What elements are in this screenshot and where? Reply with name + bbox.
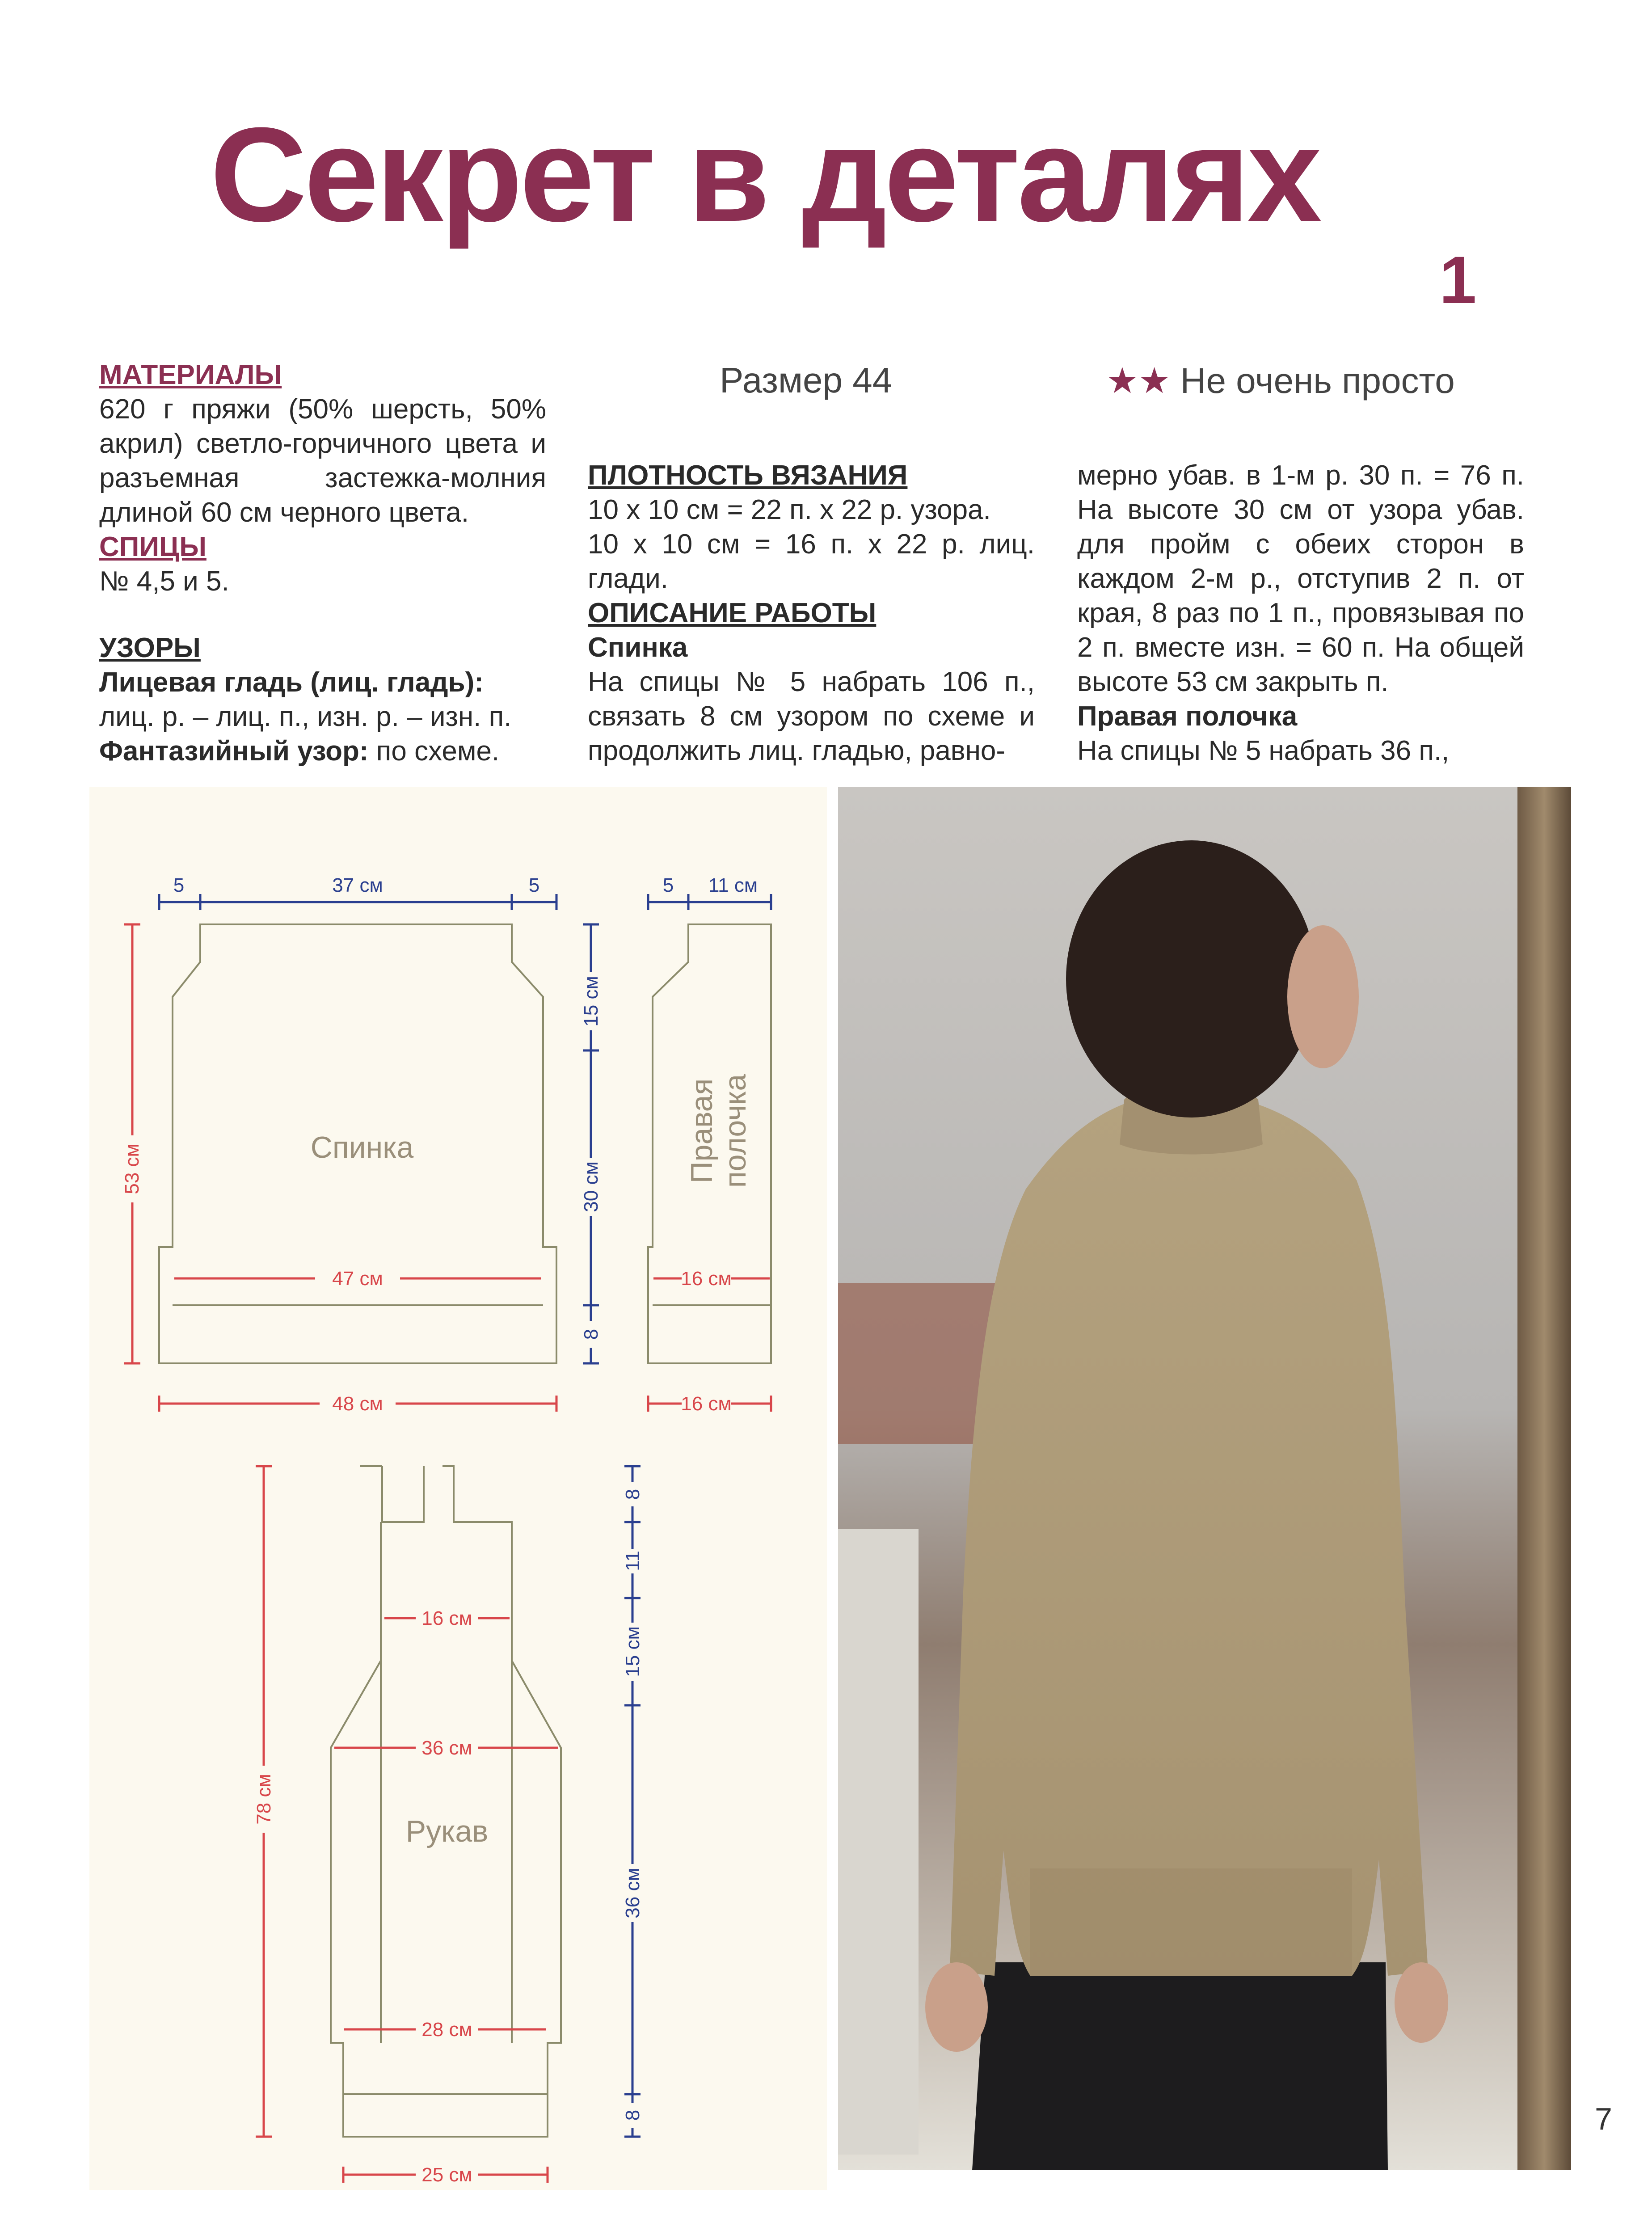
front-height-3-label: 8: [580, 1328, 602, 1340]
patterns-heading: УЗОРЫ: [99, 633, 201, 663]
sleeve-h4-label: 36 см: [622, 1868, 644, 1919]
back-text-part-1: На спицы № 5 набрать 106 п., связать 8 см узором по схеме и продолжить лиц. гладью, равно-: [588, 666, 1035, 766]
gauge-heading: ПЛОТНОСТЬ ВЯЗАНИЯ: [588, 460, 908, 491]
back-heading: Спинка: [588, 632, 688, 663]
stockinette-entry: [99, 665, 546, 734]
stockinette-label: Лицевая гладь (лиц. гладь):: [99, 667, 484, 698]
front-height-1-label: 15 см: [580, 976, 602, 1027]
sleeve-bottom-width-label: 25 см: [421, 2164, 472, 2186]
front-inner-width-label: 16 см: [681, 1268, 732, 1290]
size-label: Размер 44: [720, 360, 893, 400]
difficulty-text: Не очень просто: [1180, 361, 1455, 401]
column-gauge: [588, 458, 1035, 768]
difficulty-rating: [1106, 360, 1455, 401]
stockinette-text: лиц. р. – лиц. п., изн. р. – изн. п.: [99, 701, 512, 732]
front-height-2-label: 30 см: [580, 1161, 602, 1212]
gauge-line-2: 10 х 10 см = 16 п. х 22 р. лиц. глади.: [588, 529, 1035, 594]
materials-text: 620 г пряжи (50% шерсть, 50% акрил) светло-горчичного цвета и разъемная застежка-молния длиной 60 см черного цвета.: [99, 394, 546, 528]
needles-heading: СПИЦЫ: [99, 531, 206, 562]
photo-illustration: [838, 787, 1571, 2170]
difficulty-stars-icon: ★★: [1106, 361, 1171, 401]
sleeve-top-width-label: 16 см: [421, 1607, 472, 1629]
back-top-left-label: 5: [173, 874, 185, 896]
fancy-pattern-text: по схеме.: [376, 736, 500, 767]
front-heading: Правая полочка: [1077, 701, 1298, 732]
model-photo: [838, 787, 1571, 2170]
sleeve-upper-width-label: 36 см: [421, 1737, 472, 1759]
column-materials: [99, 358, 546, 768]
page-title: Секрет в деталях: [210, 99, 1319, 249]
title-number: 1: [1439, 242, 1477, 317]
sleeve-lower-width-label: 28 см: [421, 2019, 472, 2041]
schematic-diagram: [89, 787, 827, 2190]
front-piece-label-1: Правая: [685, 1078, 719, 1184]
back-bottom-width-label: 48 см: [332, 1393, 383, 1415]
front-bottom-width-label: 16 см: [681, 1393, 732, 1415]
gauge-line-1: 10 х 10 см = 22 п. х 22 р. узора.: [588, 494, 991, 525]
back-piece-label: Спинка: [310, 1130, 414, 1164]
front-top-right-label: 11 см: [708, 874, 758, 896]
back-top-mid-label: 37 см: [332, 874, 383, 896]
front-piece-label-2: полочка: [718, 1074, 752, 1188]
work-heading: ОПИСАНИЕ РАБОТЫ: [588, 598, 877, 628]
column-instructions: [1077, 458, 1524, 768]
fancy-pattern-entry: [99, 734, 546, 768]
sleeve-h2-label: 11: [622, 1551, 644, 1571]
sleeve-height-label: 78 см: [253, 1774, 275, 1825]
page-number: 7: [1595, 2101, 1612, 2136]
sleeve-piece-label: Рукав: [405, 1814, 489, 1848]
sleeve-h1-label: 8: [622, 1489, 644, 1500]
sleeve-h3-label: 15 см: [622, 1626, 644, 1677]
materials-heading: МАТЕРИАЛЫ: [99, 359, 282, 390]
back-text-part-2: мерно убав. в 1-м р. 30 п. = 76 п. На высоте 30 см от узора убав. для пройм с обеих сторон в каждом 2-м р., отступив 2 п. от края, 8 раз по 1 п., провязывая по 2 п. вместе изн. = 60 п. На общей высоте 53 см закрыть п.: [1077, 460, 1524, 697]
needles-text: № 4,5 и 5.: [99, 566, 229, 597]
schematic-svg: [89, 787, 827, 2190]
sleeve-h5-label: 8: [622, 2109, 644, 2121]
fancy-pattern-label: Фантазийный узор:: [99, 736, 369, 767]
front-text: На спицы № 5 набрать 36 п.,: [1077, 735, 1450, 766]
back-height-label: 53 см: [121, 1143, 143, 1194]
back-inner-width-label: 47 см: [332, 1268, 383, 1290]
back-top-right-label: 5: [528, 874, 540, 896]
front-top-left-label: 5: [662, 874, 674, 896]
